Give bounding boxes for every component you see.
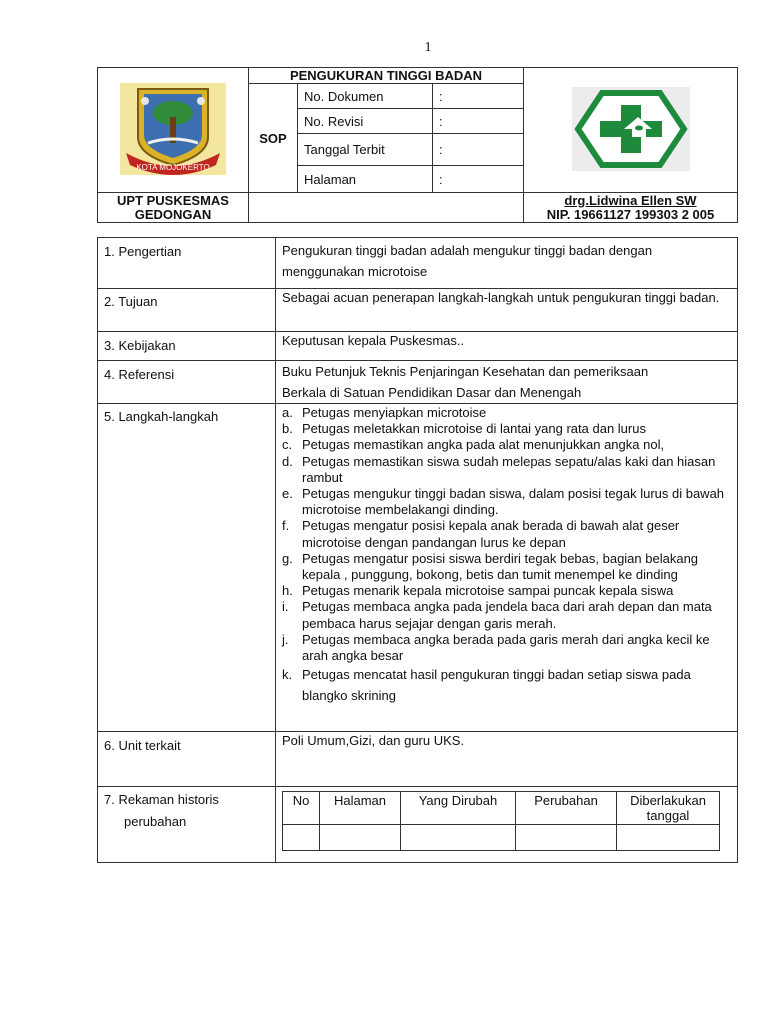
step-text: Petugas mengukur tinggi badan siswa, dalam posisi tegak lurus di bawah microtoise membelakangi dinding. bbox=[302, 486, 725, 518]
rekaman-label bbox=[98, 787, 276, 863]
unit-text: Poli Umum,Gizi, dan guru UKS. bbox=[276, 732, 738, 787]
list-item bbox=[282, 583, 731, 599]
sop-label: SOP bbox=[249, 84, 298, 193]
organization-line-1: UPT PUSKESMAS bbox=[117, 192, 229, 208]
step-letter: j. bbox=[282, 631, 289, 647]
field-value: : bbox=[433, 134, 524, 166]
steps-list bbox=[282, 405, 731, 706]
list-item bbox=[282, 437, 731, 453]
page-number: 1 bbox=[424, 40, 432, 55]
step-letter: e. bbox=[282, 486, 293, 502]
step-text: Petugas memastikan angka pada alat menunjukkan angka nol, bbox=[302, 437, 665, 453]
referensi-line-2: Berkala di Satuan Pendidikan Dasar dan Menengah bbox=[282, 385, 582, 400]
step-text: Petugas membaca angka pada jendela baca dari arah depan dan mata pembaca harus sejajar dengan garis merah. bbox=[302, 599, 712, 631]
signer-nip: NIP. 19661127 199303 2 005 bbox=[546, 206, 715, 222]
section-label: 5. Langkah-langkah bbox=[98, 404, 276, 732]
step-text: Petugas mengatur posisi kepala anak berada di bawah alat geser microtoise dengan pandangan lurus ke depan bbox=[302, 518, 680, 550]
history-col-header: No bbox=[283, 792, 320, 825]
document-title: PENGUKURAN TINGGI BADAN bbox=[249, 68, 524, 84]
step-letter: c. bbox=[282, 437, 293, 453]
step-text: Petugas mencatat hasil pengukuran tinggi badan setiap siswa pada blangko skrining bbox=[302, 667, 691, 704]
list-item bbox=[282, 454, 731, 486]
rekaman-label-line-1: 7. Rekaman historis bbox=[104, 792, 219, 807]
history-col-header: Perubahan bbox=[516, 792, 617, 825]
referensi-text bbox=[276, 361, 738, 404]
step-letter: b. bbox=[282, 421, 293, 437]
field-value: : bbox=[433, 109, 524, 134]
field-value: : bbox=[433, 84, 524, 109]
field-label: No. Revisi bbox=[298, 109, 433, 134]
section-label: 6. Unit terkait bbox=[98, 732, 276, 787]
step-text: Petugas membaca angka berada pada garis merah dari angka kecil ke arah angka besar bbox=[302, 631, 710, 664]
signer-block bbox=[524, 193, 738, 223]
pengertian-text bbox=[276, 238, 738, 289]
section-label: 3. Kebijakan bbox=[98, 332, 276, 361]
list-item bbox=[282, 599, 731, 631]
step-letter: a. bbox=[282, 405, 293, 420]
step-letter: d. bbox=[282, 453, 293, 469]
field-label: Tanggal Terbit bbox=[298, 134, 433, 166]
step-letter: g. bbox=[282, 550, 293, 566]
section-label: 2. Tujuan bbox=[98, 289, 276, 332]
step-letter: i. bbox=[282, 599, 289, 615]
step-text: Petugas meletakkan microtoise di lantai yang rata dan lurus bbox=[302, 421, 646, 437]
referensi-line-1: Buku Petunjuk Teknis Penjaringan Kesehatan dan pemeriksaan bbox=[282, 364, 649, 379]
list-item bbox=[282, 518, 731, 550]
step-text: Petugas mengatur posisi siswa berdiri tegak bebas, bagian belakang kepala , punggung, bokong, betis dan tumit menempel ke dinding bbox=[302, 550, 699, 583]
history-cell bbox=[617, 825, 720, 851]
list-item bbox=[282, 551, 731, 583]
tujuan-text: Sebagai acuan penerapan langkah-langkah untuk pengukuran tinggi badan. bbox=[276, 289, 738, 332]
history-col-header: Diberlakukan tanggal bbox=[617, 792, 720, 825]
step-letter: f. bbox=[282, 518, 290, 534]
section-label: 1. Pengertian bbox=[98, 238, 276, 289]
left-logo-cell bbox=[98, 68, 249, 193]
list-item bbox=[282, 405, 731, 421]
puskesmas-logo-icon bbox=[572, 87, 690, 171]
history-cell bbox=[516, 825, 617, 851]
rekaman-label-line-2: perubahan bbox=[124, 814, 187, 829]
step-text: Petugas menyiapkan microtoise bbox=[302, 405, 487, 420]
blank-cell bbox=[249, 193, 524, 223]
kota-mojokerto-emblem-icon bbox=[118, 81, 228, 177]
list-item bbox=[282, 421, 731, 437]
step-text: Petugas memastikan siswa sudah melepas sepatu/alas kaki dan hiasan rambut bbox=[302, 453, 716, 485]
organization-name bbox=[98, 193, 249, 223]
pengertian-line-1: Pengukuran tinggi badan adalah mengukur tinggi badan dengan bbox=[282, 243, 653, 258]
pengertian-line-2: menggunakan microtoise bbox=[282, 264, 428, 279]
list-item bbox=[282, 632, 731, 664]
organization-line-2: GEDONGAN bbox=[134, 206, 212, 222]
field-label: No. Dokumen bbox=[298, 84, 433, 109]
section-label: 4. Referensi bbox=[98, 361, 276, 404]
rekaman-cell bbox=[276, 787, 738, 863]
history-col-header: Halaman bbox=[320, 792, 401, 825]
field-value: : bbox=[433, 166, 524, 193]
list-item bbox=[282, 664, 731, 706]
history-cell bbox=[401, 825, 516, 851]
history-cell bbox=[283, 825, 320, 851]
kebijakan-text: Keputusan kepala Puskesmas.. bbox=[276, 332, 738, 361]
history-cell bbox=[320, 825, 401, 851]
field-label: Halaman bbox=[298, 166, 433, 193]
signer-name: drg.Lidwina Ellen SW bbox=[564, 192, 697, 208]
emblem-ribbon-text: KOTA MOJOKERTO bbox=[136, 162, 210, 172]
sop-content-table bbox=[97, 237, 738, 863]
step-letter: h. bbox=[282, 583, 293, 599]
step-letter: k. bbox=[282, 667, 293, 683]
sop-header-table bbox=[97, 67, 738, 223]
step-text: Petugas menarik kepala microtoise sampai puncak kepala siswa bbox=[302, 583, 674, 599]
langkah-cell bbox=[276, 404, 738, 732]
revision-history-table bbox=[282, 791, 720, 851]
history-col-header: Yang Dirubah bbox=[401, 792, 516, 825]
list-item bbox=[282, 486, 731, 518]
right-logo-cell bbox=[524, 68, 738, 193]
